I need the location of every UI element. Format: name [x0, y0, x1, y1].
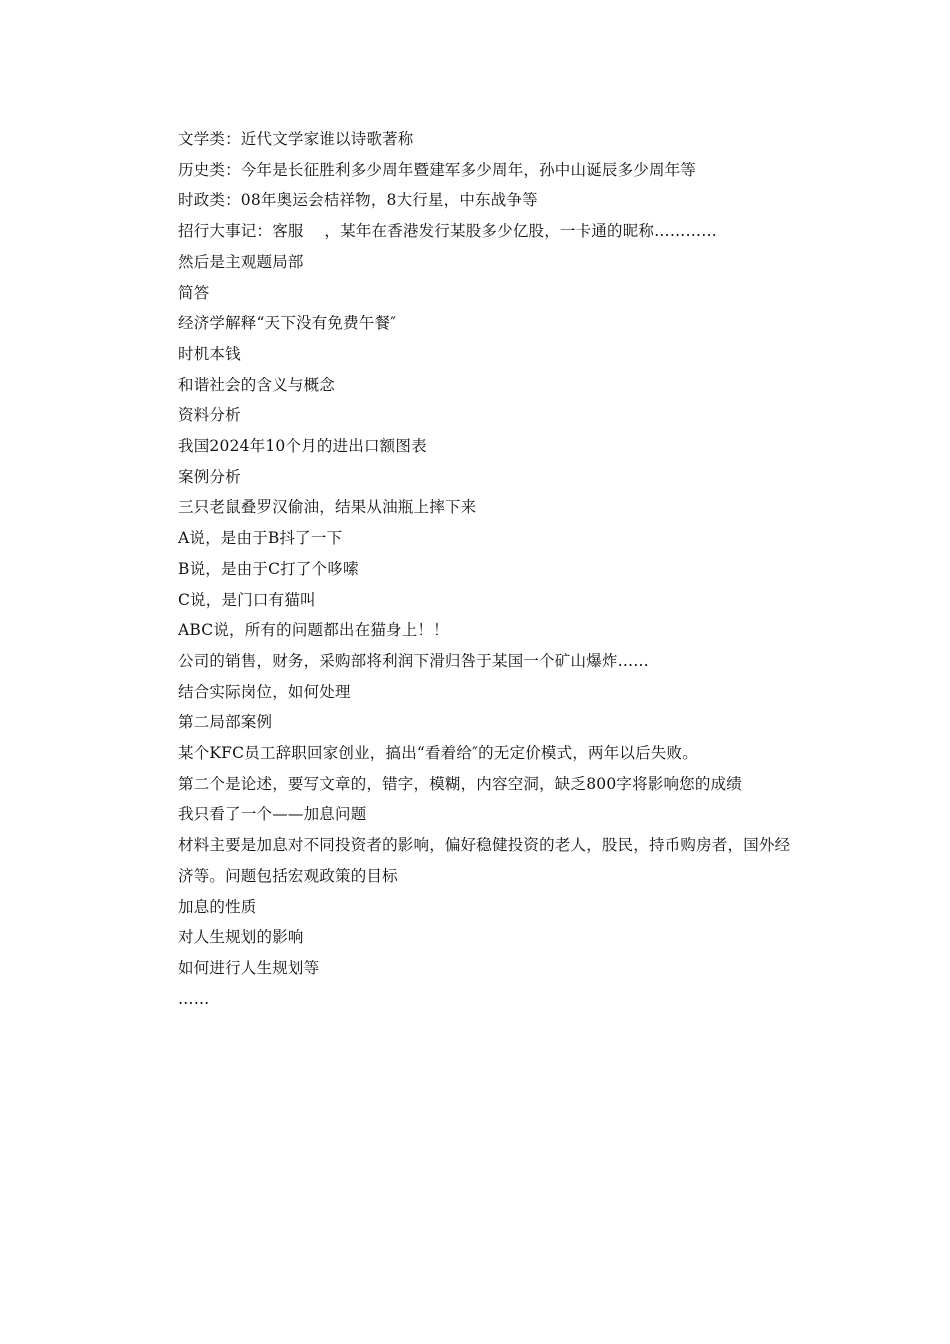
document-body	[146, 124, 814, 1014]
text-line: ABC说，所有的问题都出在猫身上！！	[178, 621, 449, 640]
text-line: 加息的性质	[178, 897, 257, 916]
text-line: 历史类：今年是长征胜利多少周年暨建军多少周年，孙中山诞辰多少周年等	[178, 160, 697, 179]
text-line: 我国2024年10个月的进出口额图表	[178, 437, 427, 456]
text-line: 经济学解释“天下没有免费午餐″	[178, 314, 397, 333]
text-line: B说，是由于C打了个哆嗦	[178, 559, 359, 578]
text-line: 第二个是论述，要写文章的，错字，模糊，内容空洞，缺乏800字将影响您的成绩	[178, 774, 742, 793]
text-line: C说，是门口有猫叫	[178, 590, 316, 609]
text-line: 时机本钱	[178, 344, 241, 363]
section-heading: 第二局部案例	[178, 713, 273, 732]
text-line: 结合实际岗位，如何处理	[178, 682, 351, 701]
text-line: 时政类：08年奥运会桔祥物，8大行星，中东战争等	[178, 191, 538, 210]
text-line: 对人生规划的影响	[178, 928, 304, 947]
text-paragraph: 材料主要是加息对不同投资者的影响，偏好稳健投资的老人，股民，持币购房者，国外经	[178, 836, 791, 855]
text-line: 三只老鼠叠罗汉偷油，结果从油瓶上摔下来	[178, 498, 477, 517]
text-line: 公司的销售，财务，采购部将利润下滑归咎于某国一个矿山爆炸……	[178, 651, 650, 670]
text-line: 我只看了一个——加息问题	[178, 805, 367, 824]
text-line: 文学类：近代文学家谁以诗歌著称	[178, 130, 414, 148]
section-heading: 案例分析	[178, 467, 241, 486]
text-line: A说，是由于B抖了一下	[178, 529, 343, 548]
text-line: 招行大事记：客服 ，某年在香港发行某股多少亿股，一卡通的昵称…………	[178, 222, 717, 241]
section-heading: 简答	[178, 283, 210, 302]
text-line: 然后是主观题局部	[178, 252, 304, 271]
text-line: 和谐社会的含义与概念	[178, 375, 336, 394]
text-line: 某个KFC员工辞职回家创业，搞出“看着给″的无定价模式，两年以后失败。	[178, 744, 698, 763]
text-line: 如何进行人生规划等	[178, 958, 320, 977]
ellipsis-line: ……	[178, 989, 210, 1008]
text-line: 济等。问题包括宏观政策的目标	[178, 866, 398, 885]
section-heading: 资料分析	[178, 406, 241, 425]
